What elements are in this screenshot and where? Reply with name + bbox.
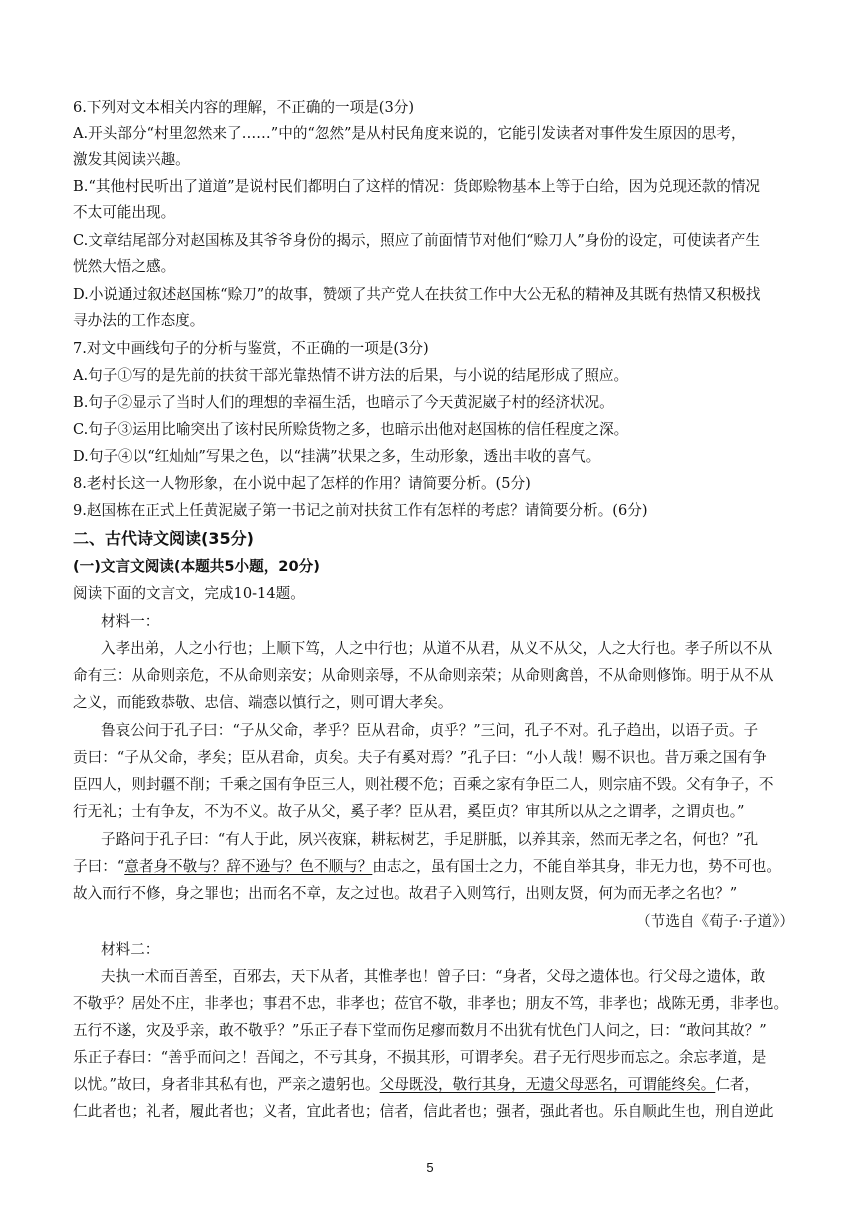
question-6-option-b: B.“其他村民听出了道道”是说村民们都明白了这样的情况：货郎赊物基本上等于白给，因为兑现还款的情况 [73, 178, 761, 195]
material-1-paragraph-1: 入孝出弟，人之小行也；上顺下笃，人之中行也；从道不从君，从义不从父，人之大行也。孝子所以不从 [101, 640, 773, 657]
material-1-paragraph-1-line: 命有三：从命则亲危，不从命则亲安；从命则亲辱，不从命则亲荣；从命则禽兽，不从命则修饰。明于从不从 [73, 667, 774, 684]
question-7: 7.对文中画线句子的分析与鉴赏，不正确的一项是(3分) [73, 340, 429, 357]
question-7-option-b: B.句子②显示了当时人们的理想的幸福生活，也暗示了今天黄泥崴子村的经济状况。 [73, 394, 614, 411]
text-run: 以忧。”故曰，身者非其私有也，严亲之遗躬也。 [73, 1076, 380, 1093]
question-7-option-a: A.句子①写的是先前的扶贫干部光靠热情不讲方法的后果，与小说的结尾形成了照应。 [73, 367, 629, 384]
question-6-option-c-cont: 恍然大悟之感。 [73, 258, 176, 275]
material-2-paragraph-1-line [73, 1072, 793, 1098]
underlined-sentence: 父母既没，敬行其身，无遗父母恶名，可谓能终矣。 [379, 1076, 716, 1093]
section-subtitle: (一)文言文阅读(本题共5小题，20分) [73, 558, 320, 575]
question-7-option-c: C.句子③运用比喻突出了该村民所赊货物之多，也暗示出他对赵国栋的信任程度之深。 [73, 421, 629, 438]
question-6: 6.下列对文本相关内容的理解，不正确的一项是(3分) [73, 99, 415, 116]
question-6-option-c: C.文章结尾部分对赵国栋及其爷爷身份的揭示，照应了前面情节对他们“赊刀人”身份的设定，可使读者产生 [73, 232, 760, 249]
text-run: 子曰：“ [73, 858, 125, 875]
text-run: 由志之，虽有国士之力，不能自举其身，非无力也，势不可也。 [372, 858, 781, 875]
material-1-paragraph-2: 鲁哀公问于孔子曰：“子从父命，孝乎？臣从君命，贞乎？”三问，孔子不对。孔子趋出，以语子贡。子 [101, 722, 759, 739]
section-title: 二、古代诗文阅读(35分) [73, 529, 254, 548]
question-6-option-d-cont: 寻办法的工作态度。 [73, 312, 205, 329]
underlined-sentence: 意者身不敬与？辞不逊与？色不顺与？ [124, 858, 373, 875]
material-2-paragraph-1-line: 仁此者也；礼者，履此者也；义者，宜此者也；信者，信此者也；强者，强此者也。乐自顺此生也，刑自逆此 [73, 1103, 774, 1120]
material-2-paragraph-1-line: 五行不遂，灾及乎亲，敢不敬乎？”乐正子春下堂而伤足瘳而数月不出犹有忧色门人问之，曰：“敢问其故？” [73, 1022, 767, 1039]
material-1-paragraph-2-line: 行无礼；士有争友，不为不义。故子从父，奚子孝？臣从君，奚臣贞？审其所以从之之谓孝，之谓贞也。” [73, 803, 745, 820]
page-number: 5 [426, 1160, 434, 1175]
material-1-paragraph-3-line: 故入而行不修，身之罪也；出而名不章，友之过也。故君子入则笃行，出则友贤，何为而无孝之名也？” [73, 885, 738, 902]
material-1-paragraph-1-line: 之义，而能致恭敬、忠信、端悫以慎行之，则可谓大孝矣。 [73, 694, 453, 711]
material-1-paragraph-2-line: 臣四人，则封疆不削；千乘之国有争臣三人，则社稷不危；百乘之家有争臣二人，则宗庙不毁。父有争子，不 [73, 776, 774, 793]
question-9: 9.赵国栋在正式上任黄泥崴子第一书记之前对扶贫工作有怎样的考虑？请简要分析。(6分) [73, 502, 648, 519]
question-8: 8.老村长这一人物形象，在小说中起了怎样的作用？请简要分析。(5分) [73, 475, 531, 492]
material-2-paragraph-1-line: 乐正子春曰：“善乎而问之！吾闻之，不亏其身，不损其形，可谓孝矣。君子无行咫步而忘之。余忘孝道，是 [73, 1049, 767, 1066]
question-7-option-d: D.句子④以“红灿灿”写果之色，以“挂满”状果之多，生动形象，透出丰收的喜气。 [73, 448, 601, 465]
material-2-paragraph-1-line: 不敬乎？居处不庄，非孝也；事君不忠，非孝也；莅官不敬，非孝也；朋友不笃，非孝也；战陈无勇，非孝也。 [73, 995, 789, 1012]
material-1-paragraph-2-line: 贡曰：“子从父命，孝矣；臣从君命，贞矣。夫子有奚对焉？”孔子曰：“小人哉！赐不识也。昔万乘之国有争 [73, 749, 767, 766]
material-1-source: （节选自《荀子·子道》） [636, 913, 794, 930]
material-1-paragraph-3: 子路问于孔子曰：“有人于此，夙兴夜寐，耕耘树艺，手足胼胝，以养其亲，然而无孝之名，何也？”孔 [101, 831, 759, 848]
material-1-paragraph-3-line [73, 854, 793, 880]
material-1-label: 材料一： [101, 613, 160, 630]
text-run: 仁者， [715, 1076, 760, 1093]
question-6-option-a-cont: 激发其阅读兴趣。 [73, 151, 190, 168]
question-6-option-a: A.开头部分“村里忽然来了……”中的“忽然”是从村民角度来说的，它能引发读者对事件发生原因的思考， [73, 125, 746, 142]
question-6-option-d: D.小说通过叙述赵国栋“赊刀”的故事，赞颂了共产党人在扶贫工作中大公无私的精神及其既有热情又积极找 [73, 286, 761, 303]
material-2-label: 材料二： [101, 941, 160, 958]
question-6-option-b-cont: 不太可能出现。 [73, 204, 176, 221]
section-instruction: 阅读下面的文言文，完成10-14题。 [73, 585, 305, 602]
material-2-paragraph-1: 夫执一术而百善至，百邪去，天下从者，其惟孝也！曾子曰：“身者，父母之遗体也。行父母之遗体，敢 [101, 968, 766, 985]
